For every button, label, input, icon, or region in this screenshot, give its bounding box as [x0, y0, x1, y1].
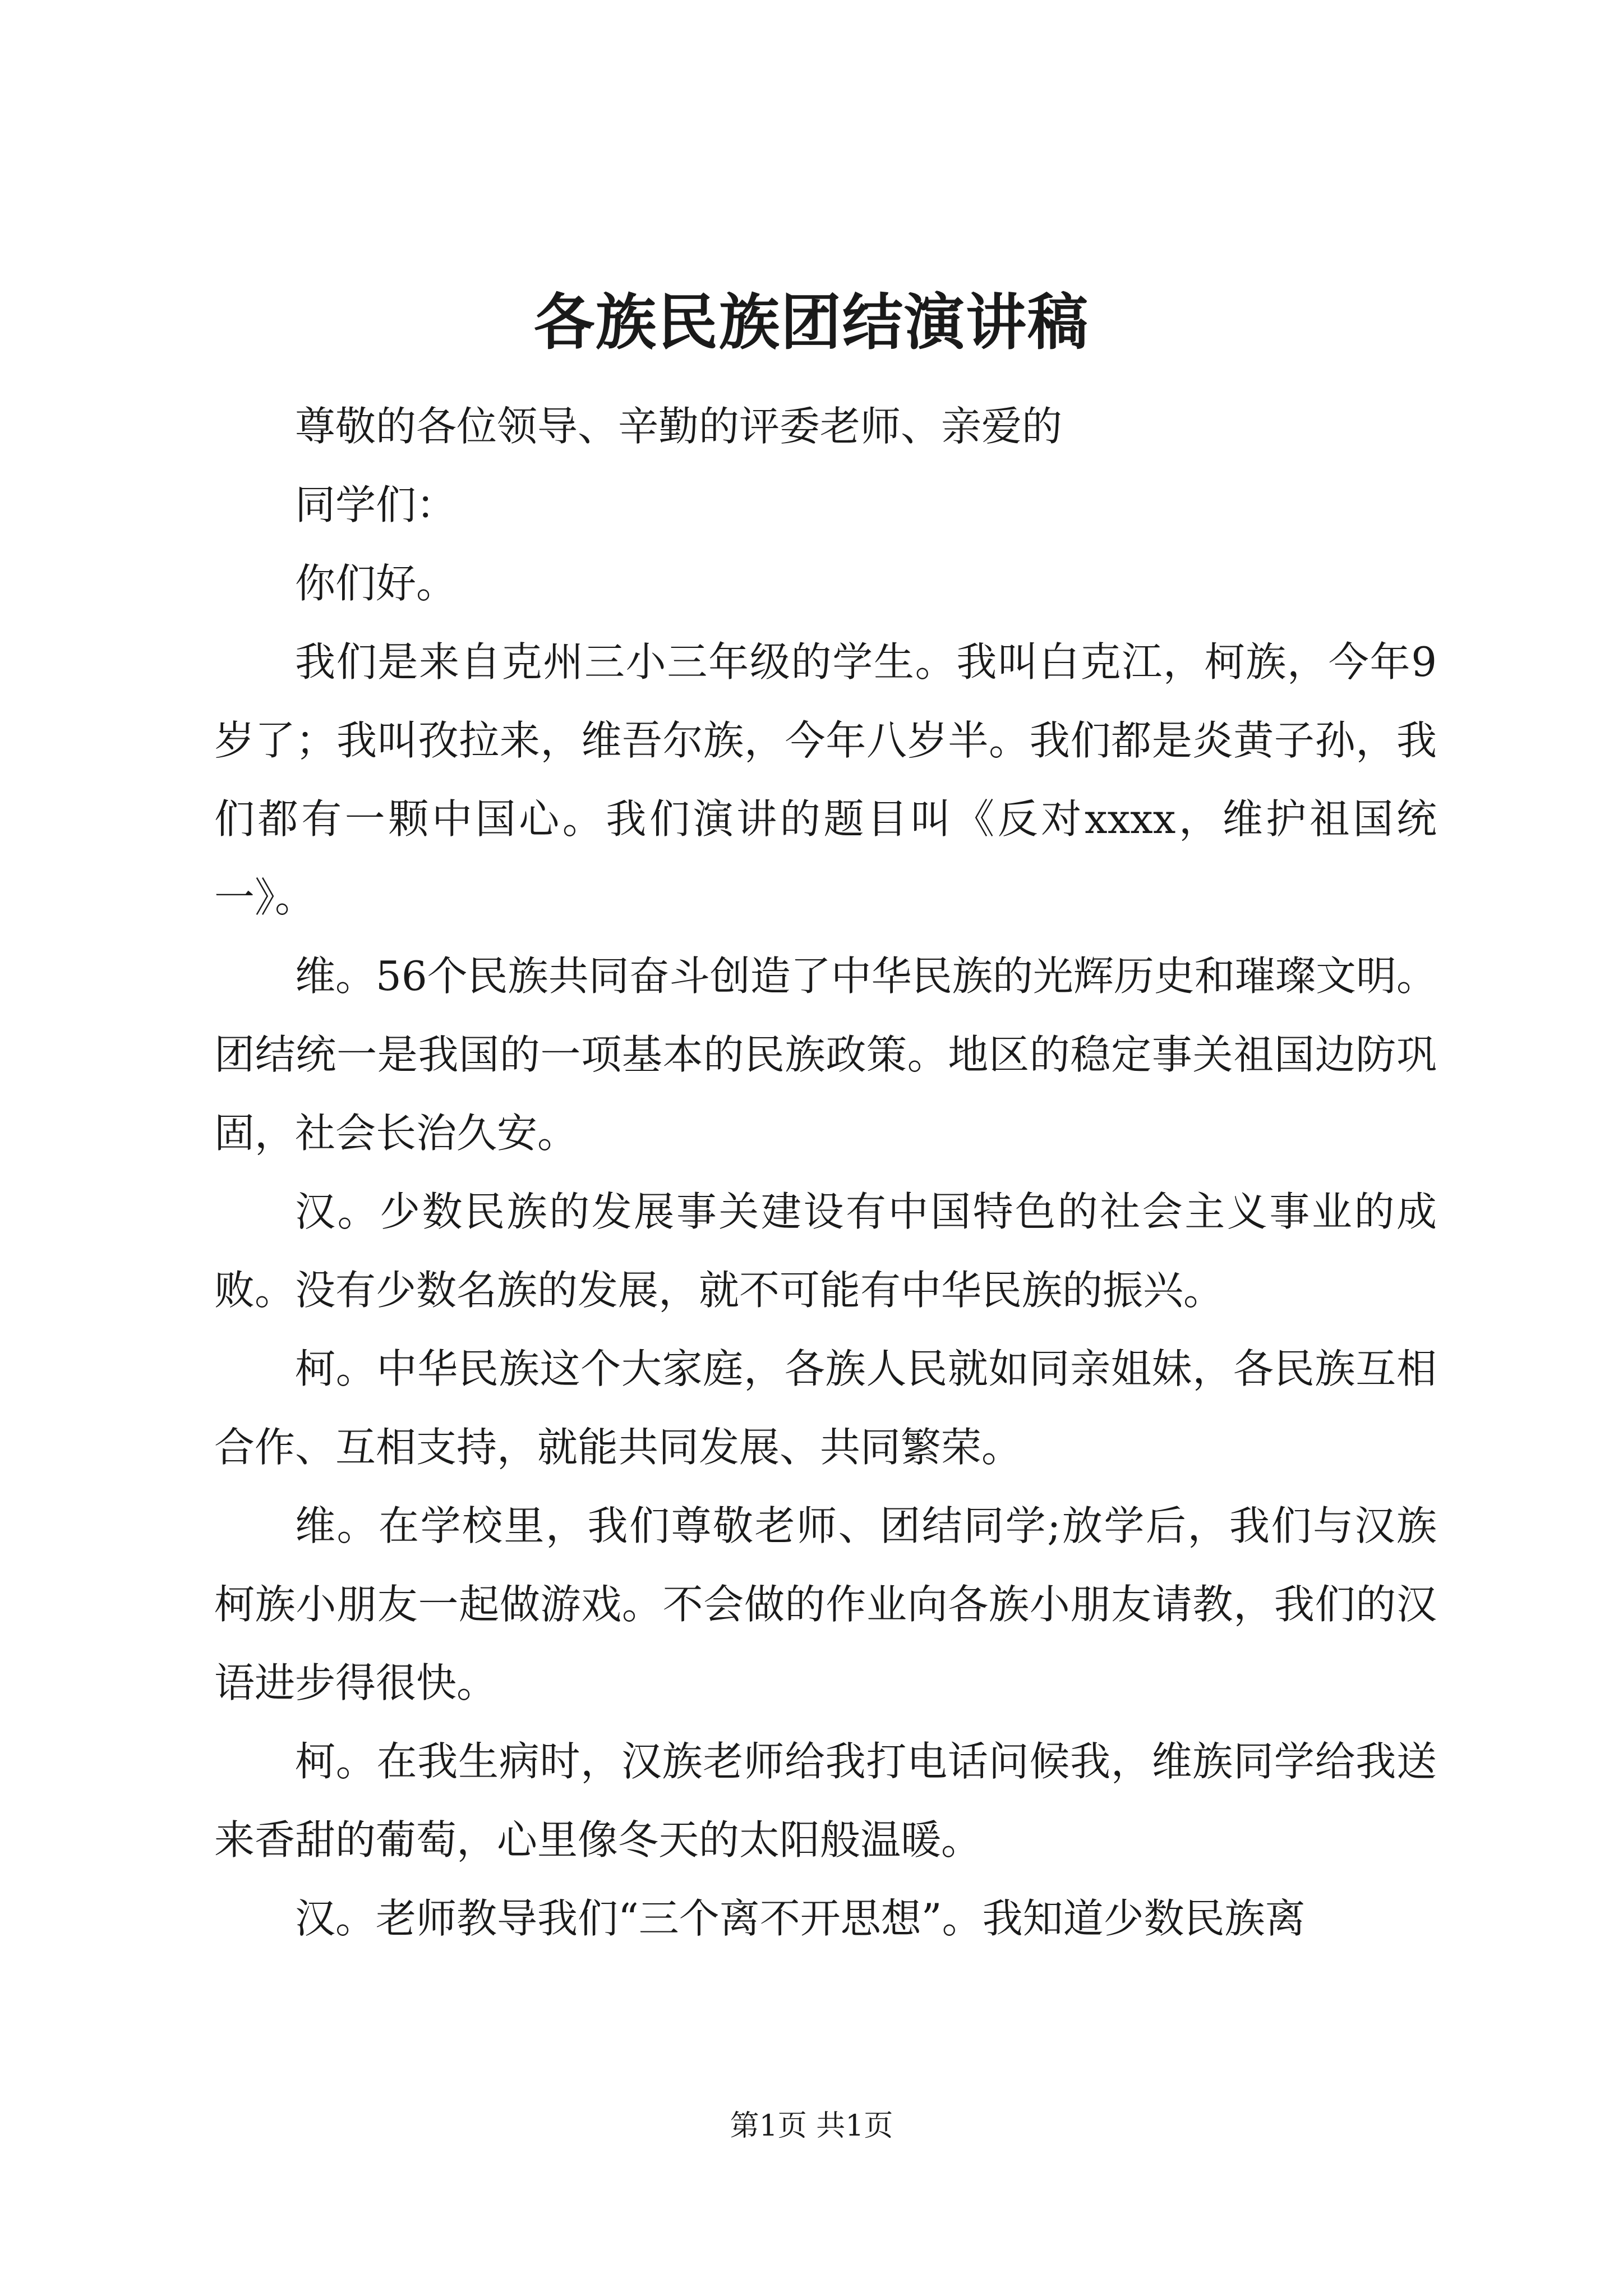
paragraph: 汉。少数民族的发展事关建设有中国特色的社会主义事业的成败。没有少数名族的发展，就不可能有中华民族的振兴。	[214, 1188, 1437, 1314]
page-footer: 第1页 共1页	[730, 2109, 893, 2143]
paragraph: 同学们：	[295, 481, 457, 528]
paragraph: 维。在学校里，我们尊敬老师、团结同学;放学后，我们与汉族柯族小朋友一起做游戏。不会做的作业向各族小朋友请教，我们的汉语进步得很快。	[214, 1502, 1437, 1706]
paragraph: 维。56个民族共同奋斗创造了中华民族的光辉历史和璀璨文明。团结统一是我国的一项基本的民族政策。地区的稳定事关祖国边防巩固，社会长治久安。	[214, 953, 1437, 1157]
paragraph: 尊敬的各位领导、辛勤的评委老师、亲爱的	[295, 403, 1063, 450]
document-body	[214, 387, 1437, 1958]
paragraph: 柯。中华民族这个大家庭，各族人民就如同亲姐妹，各民族互相合作、互相支持，就能共同发展、共同繁荣。	[214, 1345, 1437, 1471]
paragraph: 汉。老师教导我们“三个离不开思想”。我知道少数民族离	[295, 1895, 1306, 1942]
paragraph: 柯。在我生病时，汉族老师给我打电话问候我，维族同学给我送来香甜的葡萄，心里像冬天的太阳般温暖。	[214, 1738, 1437, 1864]
paragraph: 我们是来自克州三小三年级的学生。我叫白克江，柯族，今年9岁了；我叫孜拉来，维吾尔族，今年八岁半。我们都是炎黄子孙，我们都有一颗中国心。我们演讲的题目叫《反对xxxx，维护祖国统一》。	[214, 638, 1437, 921]
paragraph: 你们好。	[295, 560, 457, 607]
document-title: 各族民族团结演讲稿	[533, 287, 1089, 358]
